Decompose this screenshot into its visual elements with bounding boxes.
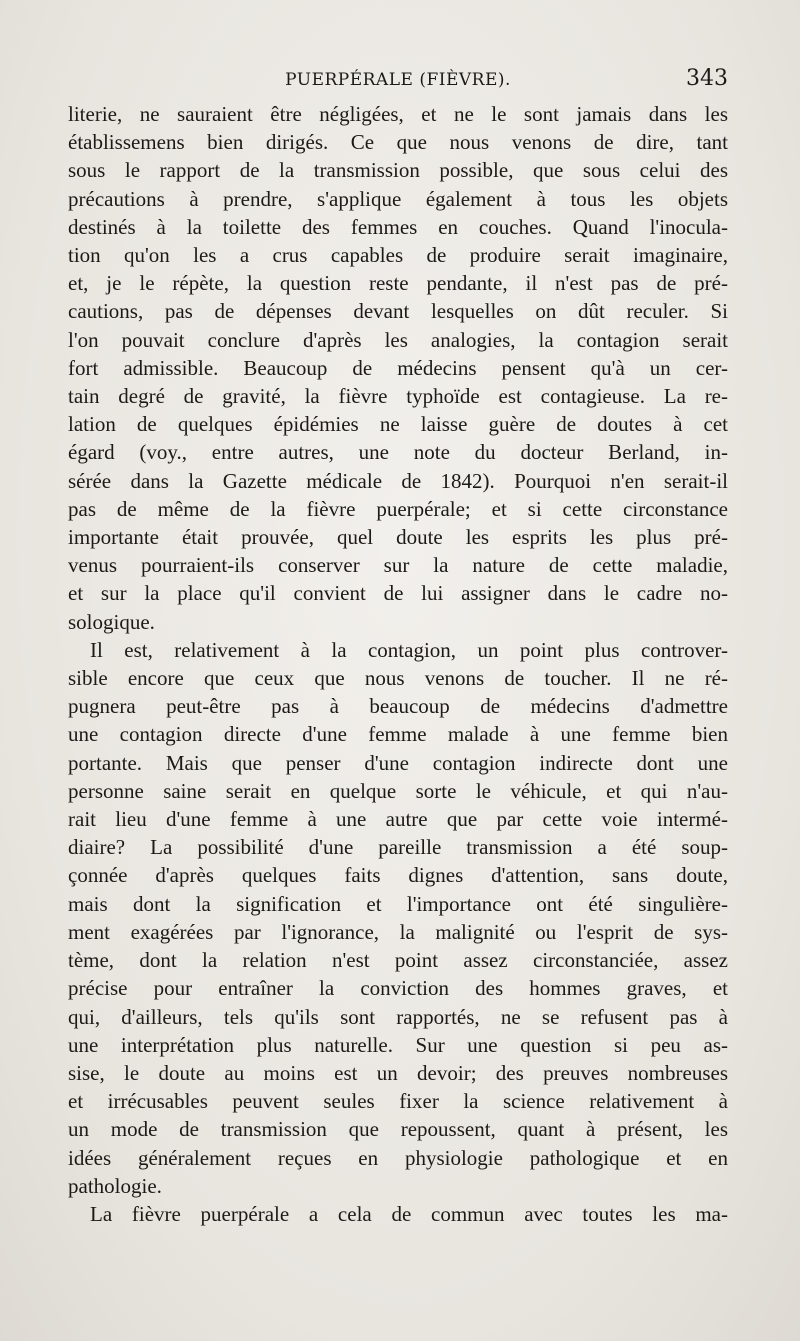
text-line: une contagion directe d'une femme malade à une femme bien [68, 722, 728, 747]
text-line: sible encore que ceux que nous venons de toucher. Il ne ré- [68, 666, 728, 691]
text-line: cautions, pas de dépenses devant lesquelles on dût reculer. Si [68, 299, 728, 324]
text-line: l'on pouvait conclure d'après les analogies, la contagion serait [68, 327, 728, 352]
text-line: literie, ne sauraient être négligées, et ne le sont jamais dans les [68, 102, 728, 126]
text-line: La fièvre puerpérale a cela de commun avec toutes les ma- [90, 1201, 728, 1226]
text-line: égard (voy., entre autres, une note du docteur Berland, in- [68, 440, 728, 465]
page-header [68, 64, 728, 98]
body-text [68, 100, 728, 1228]
text-line: une interprétation plus naturelle. Sur une question si peu as- [68, 1032, 728, 1057]
text-line: sérée dans la Gazette médicale de 1842). Pourquoi n'en serait-il [68, 468, 728, 493]
text-line: lation de quelques épidémies ne laisse guère de doutes à cet [68, 412, 728, 437]
text-line: pugnera peut-être pas à beaucoup de médecins d'admettre [68, 694, 728, 719]
page-number: 343 [686, 66, 728, 91]
text-line: tème, dont la relation n'est point assez circonstanciée, assez [68, 948, 728, 973]
text-line: fort admissible. Beaucoup de médecins pensent qu'à un cer- [68, 355, 728, 380]
text-line: Il est, relativement à la contagion, un point plus controver- [90, 637, 728, 662]
text-line: rait lieu d'une femme à une autre que par cette voie intermé- [68, 807, 728, 832]
text-line: sologique. [68, 609, 155, 634]
text-line: mais dont la signification et l'importance ont été singulière- [68, 891, 728, 916]
text-line: et irrécusables peuvent seules fixer la science relativement à [68, 1089, 728, 1114]
text-line: portante. Mais que penser d'une contagion indirecte dont une [68, 750, 728, 775]
text-line: pathologie. [68, 1173, 162, 1198]
text-line: qui, d'ailleurs, tels qu'ils sont rapportés, ne se refusent pas à [68, 1004, 728, 1029]
text-line: sous le rapport de la transmission possible, que sous celui des [68, 158, 728, 183]
text-line: diaire? La possibilité d'une pareille transmission a été soup- [68, 835, 728, 860]
text-line: et, je le répète, la question reste pendante, il n'est pas de pré- [68, 271, 728, 296]
text-line: venus pourraient-ils conserver sur la nature de cette maladie, [68, 553, 728, 578]
running-head: PUERPÉRALE (FIÈVRE). [285, 70, 511, 90]
text-line: ment exagérées par l'ignorance, la malignité ou l'esprit de sys- [68, 919, 728, 944]
text-line: précautions à prendre, s'applique également à tous les objets [68, 186, 728, 211]
text-line: importante était prouvée, quel doute les esprits les plus pré- [68, 525, 728, 550]
text-line: çonnée d'après quelques faits dignes d'attention, sans doute, [68, 863, 728, 888]
text-line: idées généralement reçues en physiologie pathologique et en [68, 1145, 728, 1170]
text-line: sise, le doute au moins est un devoir; des preuves nombreuses [68, 1060, 728, 1085]
text-line: précise pour entraîner la conviction des hommes graves, et [68, 976, 728, 1001]
text-line: personne saine serait en quelque sorte le véhicule, et qui n'au- [68, 778, 728, 803]
text-line: établissemens bien dirigés. Ce que nous venons de dire, tant [68, 130, 728, 155]
text-line: tion qu'on les a crus capables de produire serait imaginaire, [68, 243, 728, 268]
text-line: et sur la place qu'il convient de lui assigner dans le cadre no- [68, 581, 728, 606]
text-line: pas de même de la fièvre puerpérale; et si cette circonstance [68, 496, 728, 521]
text-line: destinés à la toilette des femmes en couches. Quand l'inocula- [68, 214, 728, 239]
text-line: un mode de transmission que repoussent, quant à présent, les [68, 1117, 728, 1142]
text-line: tain degré de gravité, la fièvre typhoïde est contagieuse. La re- [68, 384, 728, 409]
